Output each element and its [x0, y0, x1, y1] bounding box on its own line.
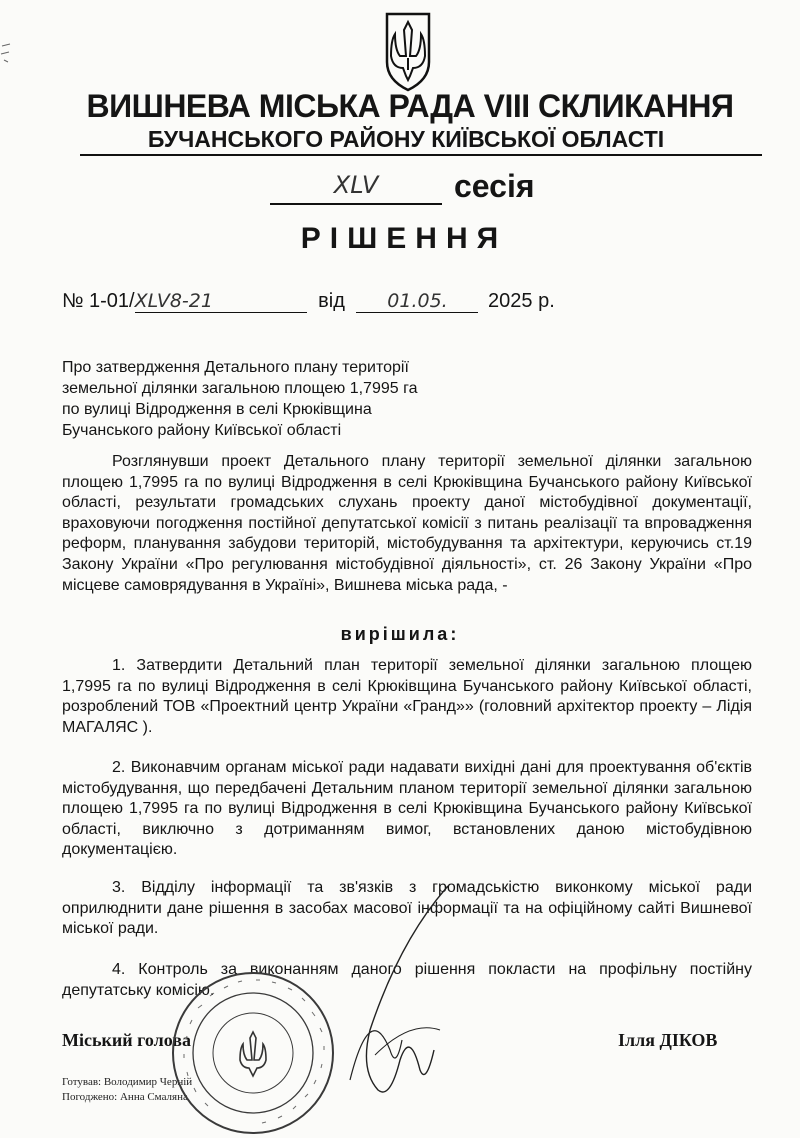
council-region: БУЧАНСЬКОГО РАЙОНУ КИЇВСЬКОЇ ОБЛАСТІ	[147, 126, 665, 152]
signatory-role: Міський голова	[62, 1030, 191, 1050]
preamble	[62, 452, 752, 596]
decision-date-handwritten: 01.05.	[356, 290, 478, 313]
signatory-name: Ілля ДІКОВ	[618, 1030, 718, 1050]
resolved-label: вирішила:	[340, 624, 460, 644]
subject-line: Бучанського району Київської області	[62, 422, 342, 439]
resolution-item-text: 2. Виконавчим органам міської ради надавати вихідні дані для проектування об'єктів містобудування, що передбачені Детальним планом території земельної ділянки загальною площею 1,7995 га по вулиці Відродження в селі Крюківщина Бучанського району Київської області, виключно з дотриманням вимог, встановлених даною містобудівною документацією.	[62, 759, 752, 859]
subject-line: Про затвердження Детального плану території	[62, 359, 409, 376]
document-title: РІШЕННЯ	[300, 222, 508, 255]
decision-number-line	[62, 290, 555, 313]
decision-year: 2025 р.	[488, 290, 555, 312]
decision-subject	[62, 357, 482, 441]
margin-scan-marks	[0, 40, 16, 70]
decision-number-prefix: № 1-01/	[62, 290, 135, 312]
session-label: сесія	[454, 168, 535, 204]
mayor-signature	[330, 880, 530, 1110]
preamble-text: Розглянувши проект Детального плану території земельної ділянки загальною площею 1,7995 га по вулиці Відродження в селі Крюківщина Бучанського району Київської області, результати громадських слухань проекту даної містобудівної документації, враховуючи погодження постійної депутатської комісії з питань реалізації та впровадження реформ, планування забудови територій, містобудування та архітектури, керуючись ст.19 Закону України «Про регулювання містобудівної діяльності», ст. 26 Закону України «Про місцеве самоврядування в Україні», Вишнева міська рада, -	[62, 453, 752, 594]
stamp-trident-icon	[240, 1032, 266, 1076]
date-from-label: від	[318, 290, 345, 312]
resolution-item-1	[62, 656, 752, 738]
header-divider	[80, 154, 762, 156]
ukraine-trident-icon	[383, 10, 433, 92]
decision-number-handwritten: XLV8-21	[135, 290, 307, 313]
session-line	[270, 168, 535, 205]
subject-line: земельної ділянки загальною площею 1,7995 га	[62, 380, 418, 397]
council-name: ВИШНЕВА МІСЬКА РАДА VIII СКЛИКАННЯ	[86, 88, 734, 124]
resolution-item-text: 4. Контроль за виконанням даного рішення покласти на профільну постійну депутатську комісію.	[62, 961, 752, 999]
resolution-item-text: 3. Відділу інформації та зв'язків з громадськістю виконкому міської ради оприлюднити дане рішення в засобах масової інформації та на офіційному сайті Вишневої міської ради.	[62, 879, 752, 938]
agreed-by: Погоджено: Анна Смаляна	[62, 1091, 188, 1103]
prepared-by: Готував: Володимир Черній	[62, 1076, 193, 1088]
session-number-handwritten: XLV	[270, 171, 442, 205]
resolution-item-2	[62, 758, 752, 861]
subject-line: по вулиці Відродження в селі Крюківщина	[62, 401, 372, 418]
official-stamp	[168, 968, 338, 1138]
resolution-item-text: 1. Затвердити Детальний план території земельної ділянки загальною площею 1,7995 га по вулиці Відродження в селі Крюківщина Бучанського району Київської області, розроблений ТОВ «Проектний центр України «Гранд»» (головний архітектор проекту – Лідія МАГАЛЯС ).	[62, 657, 752, 736]
